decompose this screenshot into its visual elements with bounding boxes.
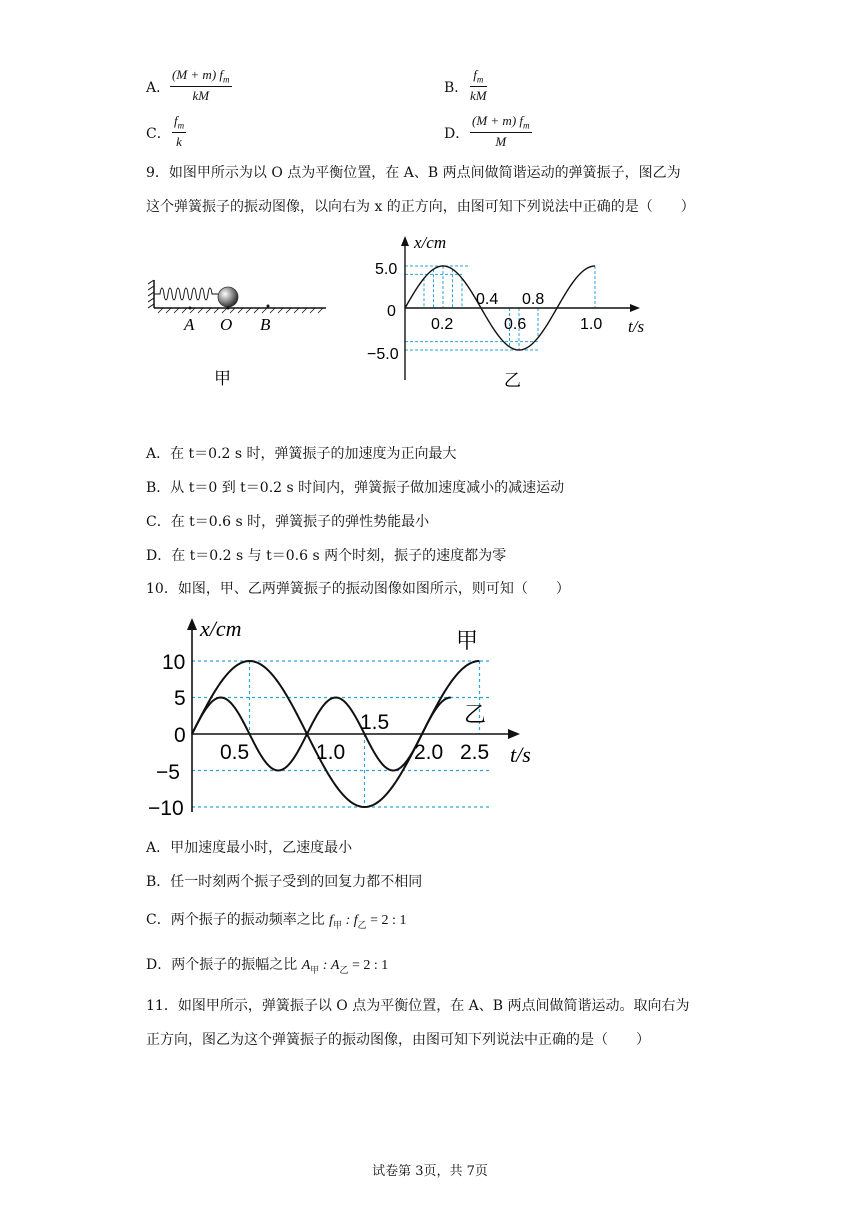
figure-yi-caption: 乙 xyxy=(504,371,521,390)
q9-x-axis-arrow xyxy=(630,304,640,312)
q10-xtick-1.5: 1.5 xyxy=(360,711,390,734)
q9-spring-oscillator-figure xyxy=(148,270,338,390)
q9-vibration-graph xyxy=(358,228,658,394)
figure-jia-caption: 甲 xyxy=(214,369,231,388)
q10-stem: 10．如图，甲、乙两弹簧振子的振动图像如图所示，则可知（ ） xyxy=(146,581,570,597)
q8-option-d-fraction: $\frac{(M + m) f_m}{M}$ xyxy=(472,113,530,149)
q9-option-a: A．在 t＝0.2 s 时，弹簧振子的加速度为正向最大 xyxy=(146,446,457,462)
q10-x-axis-label: t/s xyxy=(510,742,531,767)
q10-xtick-2.0: 2.0 xyxy=(414,741,444,764)
q9-option-b: B．从 t＝0 到 t＝0.2 s 时间内，弹簧振子做加速度减小的减速运动 xyxy=(146,480,565,496)
point-o-marker xyxy=(227,307,230,310)
q11-stem-line-1: 11．如图甲所示，弹簧振子以 O 点为平衡位置，在 A、B 两点间做简谐运动。取向右为 xyxy=(146,998,690,1014)
q9-stem-line-2: 这个弹簧振子的振动图像，以向右为 x 的正方向，由图可知下列说法中正确的是（ ） xyxy=(146,199,695,215)
q8-option-b-fraction: $\frac{f_m}{kM}$ xyxy=(470,67,487,103)
q8-option-d-label: D． xyxy=(444,126,470,142)
q8-option-b-label: B． xyxy=(444,80,469,96)
label-point-b: B xyxy=(260,315,271,334)
q9-xtick-0.8: 0.8 xyxy=(522,291,545,308)
q9-xtick-0.2: 0.2 xyxy=(431,316,454,333)
q10-option-b: B．任一时刻两个振子受到的回复力都不相同 xyxy=(146,874,423,890)
q10-label-jia: 甲 xyxy=(456,628,479,653)
q9-stem-line-1: 9．如图甲所示为以 O 点为平衡位置，在 A、B 两点间做简谐运动的弹簧振子，图乙为 xyxy=(146,165,681,181)
q8-option-a-fraction: $\frac{(M + m) f_m}{kM}$ xyxy=(172,67,230,103)
q9-ytick-bottom: −5.0 xyxy=(367,346,399,363)
q9-xtick-0.4: 0.4 xyxy=(476,291,499,308)
spring-coil xyxy=(154,288,218,300)
q9-y-axis-arrow xyxy=(401,236,409,246)
q10-label-yi: 乙 xyxy=(464,702,487,727)
q10-y-axis-arrow xyxy=(187,618,197,630)
label-point-a: A xyxy=(184,315,195,334)
label-point-o: O xyxy=(220,315,233,334)
q9-y-axis-label: x/cm xyxy=(414,233,447,252)
q9-xtick-1.0: 1.0 xyxy=(580,316,603,333)
point-a-marker xyxy=(189,307,192,310)
q10-ytick-5: 5 xyxy=(174,687,186,710)
q10-option-d: D．两个振子的振幅之比 $A_甲$ : $A_乙 = 2$ : 1 xyxy=(146,957,389,976)
q10-xtick-2.5: 2.5 xyxy=(460,741,490,764)
q10-xtick-0.5: 0.5 xyxy=(220,741,250,764)
q10-option-a: A．甲加速度最小时，乙速度最小 xyxy=(146,840,353,856)
q8-option-c-label: C． xyxy=(146,126,171,142)
q10-option-c: C．两个振子的振动频率之比 $f_甲$ : $f_乙 = 2$ : 1 xyxy=(146,912,407,931)
q9-option-d: D．在 t＝0.2 s 与 t＝0.6 s 两个时刻，振子的速度都为零 xyxy=(146,548,507,564)
q8-option-c-fraction: $\frac{f_m}{k}$ xyxy=(174,113,185,149)
oscillator-ball xyxy=(218,287,238,307)
q10-ytick-0: 0 xyxy=(174,724,186,747)
q10-y-axis-label: x/cm xyxy=(200,616,242,641)
point-b-marker xyxy=(267,305,270,308)
q9-option-c: C．在 t＝0.6 s 时，弹簧振子的弹性势能最小 xyxy=(146,514,430,530)
q9-xtick-0.6: 0.6 xyxy=(504,316,527,333)
q10-ytick-minus-10: −10 xyxy=(148,797,184,820)
page-footer: 试卷第 3页，共 7页 xyxy=(372,1164,488,1179)
q9-origin-label: 0 xyxy=(387,303,396,320)
q8-option-a-label: A． xyxy=(146,80,171,96)
wall-hatch xyxy=(148,280,154,308)
q10-x-axis-arrow xyxy=(508,729,520,739)
q10-ytick-minus-5: −5 xyxy=(156,761,180,784)
q10-ytick-10: 10 xyxy=(162,651,186,674)
q9-x-axis-label: t/s xyxy=(628,317,645,336)
q9-ytick-top: 5.0 xyxy=(375,261,398,278)
q10-xtick-1.0: 1.0 xyxy=(316,741,346,764)
q11-stem-line-2: 正方向，图乙为这个弹簧振子的振动图像，由图可知下列说法中正确的是（ ） xyxy=(146,1032,650,1048)
q10-vibration-graph xyxy=(148,612,548,822)
